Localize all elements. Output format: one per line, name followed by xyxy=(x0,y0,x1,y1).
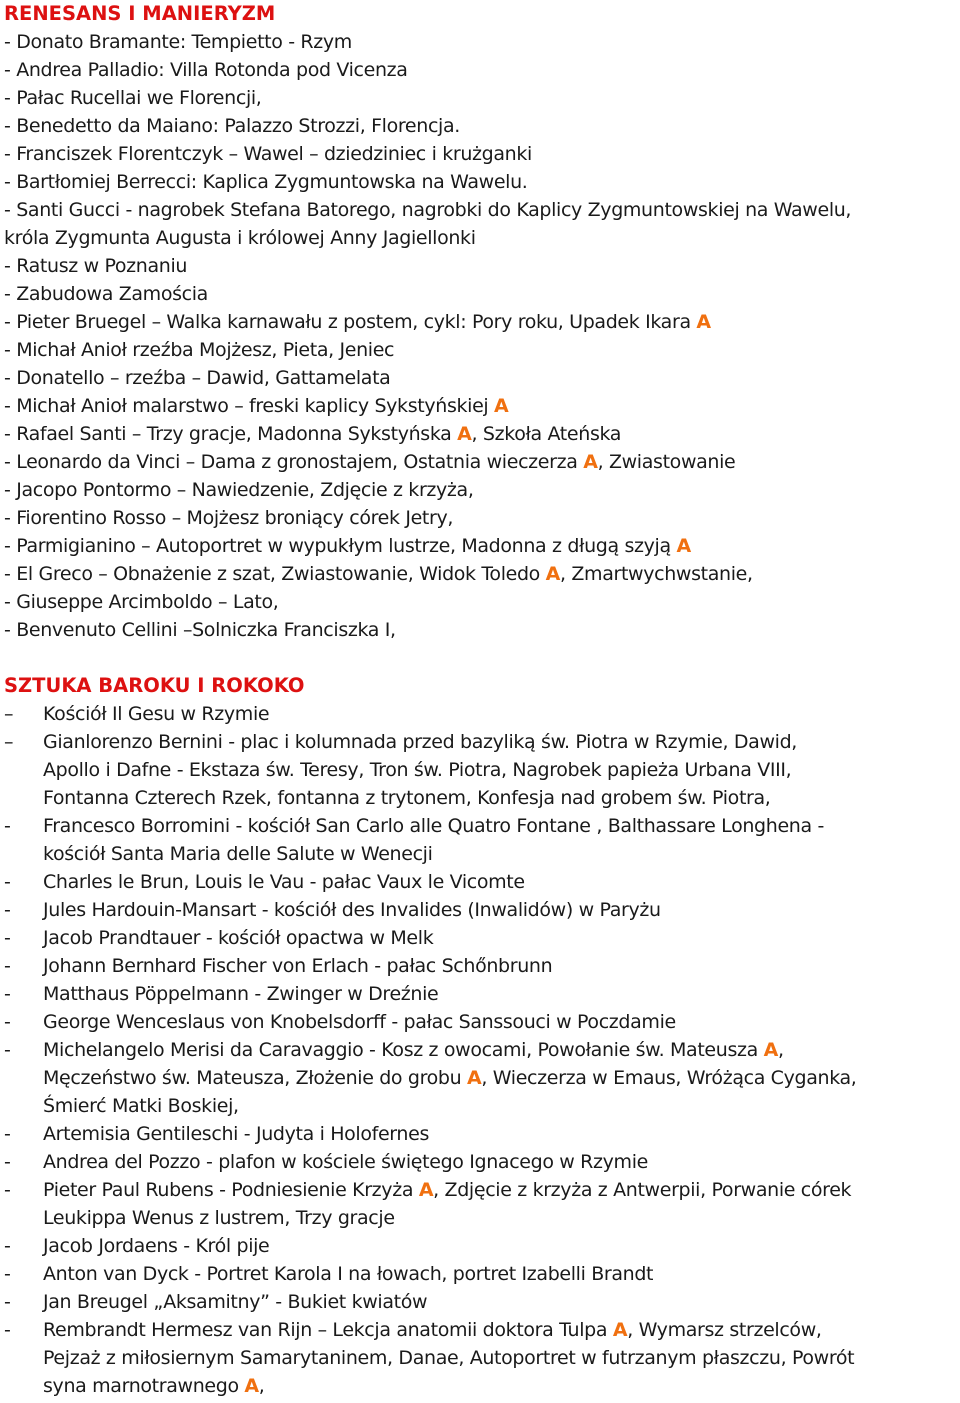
marker-a: A xyxy=(244,1375,259,1397)
list-item: - Benvenuto Cellini –Solniczka Franciszka I, xyxy=(4,619,396,641)
list-item: - Donatello – rzeźba – Dawid, Gattamelata xyxy=(4,367,391,389)
item-text-tail: , xyxy=(258,1375,265,1397)
item-text: Francesco Borromini - kościół San Carlo alle Quatro Fontane , Balthassare Longhena - xyxy=(43,815,824,837)
item-text: Artemisia Gentileschi - Judyta i Holofernes xyxy=(43,1123,430,1145)
item-text: Rembrandt Hermesz van Rijn – Lekcja anatomii doktora Tulpa xyxy=(43,1319,613,1341)
list-item xyxy=(4,308,958,336)
hyphen-bullet: - xyxy=(4,983,11,1005)
item-text-row xyxy=(43,1036,958,1064)
item-text: Michelangelo Merisi da Caravaggio - Kosz z owocami, Powołanie św. Mateusza xyxy=(43,1039,764,1061)
item-text-tail: , Zmartwychwstanie, xyxy=(560,563,753,585)
list-item xyxy=(4,980,958,1008)
list-item: - Santi Gucci - nagrobek Stefana Batorego, nagrobki do Kaplicy Zygmuntowskiej na Wawelu, xyxy=(4,199,852,221)
list-item: - Michał Anioł rzeźba Mojżesz, Pieta, Jeniec xyxy=(4,339,395,361)
item-text-row xyxy=(43,1372,958,1400)
list-item xyxy=(4,1036,958,1120)
item-text: - Parmigianino – Autoportret w wypukłym lustrze, Madonna z długą szyją xyxy=(4,535,677,557)
item-text: Charles le Brun, Louis le Vau - pałac Vaux le Vicomte xyxy=(43,871,525,893)
hyphen-bullet: - xyxy=(4,871,11,893)
item-text-tail: , Wieczerza w Emaus, Wróżąca Cyganka, xyxy=(481,1067,857,1089)
list-item xyxy=(4,1120,958,1148)
hyphen-bullet: - xyxy=(4,1263,11,1285)
hyphen-bullet: - xyxy=(4,1319,11,1341)
list-item xyxy=(4,868,958,896)
list-item xyxy=(4,700,958,728)
list-item: - Pałac Rucellai we Florencji, xyxy=(4,87,262,109)
item-text: George Wenceslaus von Knobelsdorff - pałac Sanssouci w Poczdamie xyxy=(43,1011,676,1033)
item-text: Fontanna Czterech Rzek, fontanna z trytonem, Konfesja nad grobem św. Piotra, xyxy=(43,787,771,809)
list-item: - Andrea Palladio: Villa Rotonda pod Vicenza xyxy=(4,59,408,81)
item-text: - Leonardo da Vinci – Dama z gronostajem, Ostatnia wieczerza xyxy=(4,451,584,473)
marker-a: A xyxy=(467,1067,482,1089)
item-text: Apollo i Dafne - Ekstaza św. Teresy, Tron św. Piotra, Nagrobek papieża Urbana VIII, xyxy=(43,759,792,781)
item-text: Johann Bernhard Fischer von Erlach - pałac Schőnbrunn xyxy=(43,955,553,977)
list-item: - Jacopo Pontormo – Nawiedzenie, Zdjęcie z krzyża, xyxy=(4,479,474,501)
list-item xyxy=(4,1232,958,1260)
marker-a: A xyxy=(763,1039,778,1061)
hyphen-bullet: - xyxy=(4,1039,11,1061)
marker-a: A xyxy=(583,451,598,473)
hyphen-bullet: - xyxy=(4,1123,11,1145)
item-text: Andrea del Pozzo - plafon w kościele świętego Ignacego w Rzymie xyxy=(43,1151,648,1173)
item-text: Gianlorenzo Bernini - plac i kolumnada przed bazyliką św. Piotra w Rzymie, Dawid, xyxy=(43,731,797,753)
item-text: - Rafael Santi – Trzy gracje, Madonna Sykstyńska xyxy=(4,423,458,445)
item-text: Jules Hardouin-Mansart - kościół des Invalides (Inwalidów) w Paryżu xyxy=(43,899,661,921)
marker-a: A xyxy=(696,311,711,333)
list-item-continuation: króla Zygmunta Augusta i królowej Anny Jagiellonki xyxy=(4,227,476,249)
hyphen-bullet: - xyxy=(4,1151,11,1173)
list-item xyxy=(4,448,958,476)
list-item xyxy=(4,560,958,588)
list-item xyxy=(4,1008,958,1036)
item-text: Pieter Paul Rubens - Podniesienie Krzyża xyxy=(43,1179,419,1201)
hyphen-bullet: - xyxy=(4,927,11,949)
dash-bullet: – xyxy=(4,703,14,725)
item-text-tail: , Wymarsz strzelców, xyxy=(627,1319,822,1341)
item-text: - El Greco – Obnażenie z szat, Zwiastowanie, Widok Toledo xyxy=(4,563,546,585)
list-item xyxy=(4,1288,958,1316)
marker-a: A xyxy=(676,535,691,557)
item-text: Męczeństwo św. Mateusza, Złożenie do grobu xyxy=(43,1067,468,1089)
item-text-tail: , Zwiastowanie xyxy=(597,451,736,473)
list-item xyxy=(4,532,958,560)
section-heading-renaissance: RENESANS I MANIERYZM xyxy=(4,2,276,25)
list-item: - Franciszek Florentczyk – Wawel – dziedziniec i krużganki xyxy=(4,143,532,165)
list-item: - Donato Bramante: Tempietto - Rzym xyxy=(4,31,352,53)
hyphen-bullet: - xyxy=(4,899,11,921)
marker-a: A xyxy=(457,423,472,445)
list-item xyxy=(4,1316,958,1400)
item-text: Leukippa Wenus z lustrem, Trzy gracje xyxy=(43,1207,395,1229)
section-heading-baroque: SZTUKA BAROKU I ROKOKO xyxy=(4,674,305,697)
item-text: - Pieter Bruegel – Walka karnawału z postem, cykl: Pory roku, Upadek Ikara xyxy=(4,311,697,333)
item-text: - Michał Anioł malarstwo – freski kaplicy Sykstyńskiej xyxy=(4,395,495,417)
list-item xyxy=(4,812,958,868)
list-item xyxy=(4,728,958,812)
hyphen-bullet: - xyxy=(4,1179,11,1201)
list-item xyxy=(4,420,958,448)
item-text: Jacob Jordaens - Król pije xyxy=(43,1235,270,1257)
list-item xyxy=(4,924,958,952)
list-item: - Giuseppe Arcimboldo – Lato, xyxy=(4,591,279,613)
list-item: - Ratusz w Poznaniu xyxy=(4,255,188,277)
item-text-row xyxy=(43,1064,958,1092)
list-item xyxy=(4,1176,958,1232)
marker-a: A xyxy=(545,563,560,585)
marker-a: A xyxy=(612,1319,628,1341)
item-text-tail: , Zdjęcie z krzyża z Antwerpii, Porwanie córek xyxy=(433,1179,852,1201)
item-text-tail: , xyxy=(777,1039,784,1061)
document-page xyxy=(4,0,958,1400)
marker-a: A xyxy=(418,1179,434,1201)
list-item: - Zabudowa Zamościa xyxy=(4,283,208,305)
list-item xyxy=(4,952,958,980)
item-text: Pejzaż z miłosiernym Samarytaninem, Danae, Autoportret w futrzanym płaszczu, Powrót xyxy=(43,1347,855,1369)
marker-a: A xyxy=(494,395,509,417)
hyphen-bullet: - xyxy=(4,1235,11,1257)
item-text: Jan Breugel „Aksamitny” - Bukiet kwiatów xyxy=(43,1291,428,1313)
hyphen-bullet: - xyxy=(4,1291,11,1313)
list-item: - Bartłomiej Berrecci: Kaplica Zygmuntowska na Wawelu. xyxy=(4,171,528,193)
list-item: - Fiorentino Rosso – Mojżesz broniący córek Jetry, xyxy=(4,507,454,529)
item-text: Kościół Il Gesu w Rzymie xyxy=(43,703,270,725)
list-item xyxy=(4,392,958,420)
hyphen-bullet: - xyxy=(4,815,11,837)
item-text: Anton van Dyck - Portret Karola I na łowach, portret Izabelli Brandt xyxy=(43,1263,654,1285)
item-text: Jacob Prandtauer - kościół opactwa w Melk xyxy=(43,927,434,949)
item-text: kościół Santa Maria delle Salute w Wenecji xyxy=(43,843,433,865)
item-text-tail: , Szkoła Ateńska xyxy=(471,423,622,445)
list-item xyxy=(4,896,958,924)
item-text-row xyxy=(43,1176,958,1204)
item-text-row xyxy=(43,1316,958,1344)
item-text: syna marnotrawnego xyxy=(43,1375,245,1397)
list-item xyxy=(4,1260,958,1288)
item-text: Śmierć Matki Boskiej, xyxy=(43,1095,239,1117)
item-text: Matthaus Pöppelmann - Zwinger w Dreźnie xyxy=(43,983,439,1005)
dash-bullet: – xyxy=(4,731,14,753)
list-item xyxy=(4,1148,958,1176)
hyphen-bullet: - xyxy=(4,1011,11,1033)
list-item: - Benedetto da Maiano: Palazzo Strozzi, Florencja. xyxy=(4,115,460,137)
hyphen-bullet: - xyxy=(4,955,11,977)
